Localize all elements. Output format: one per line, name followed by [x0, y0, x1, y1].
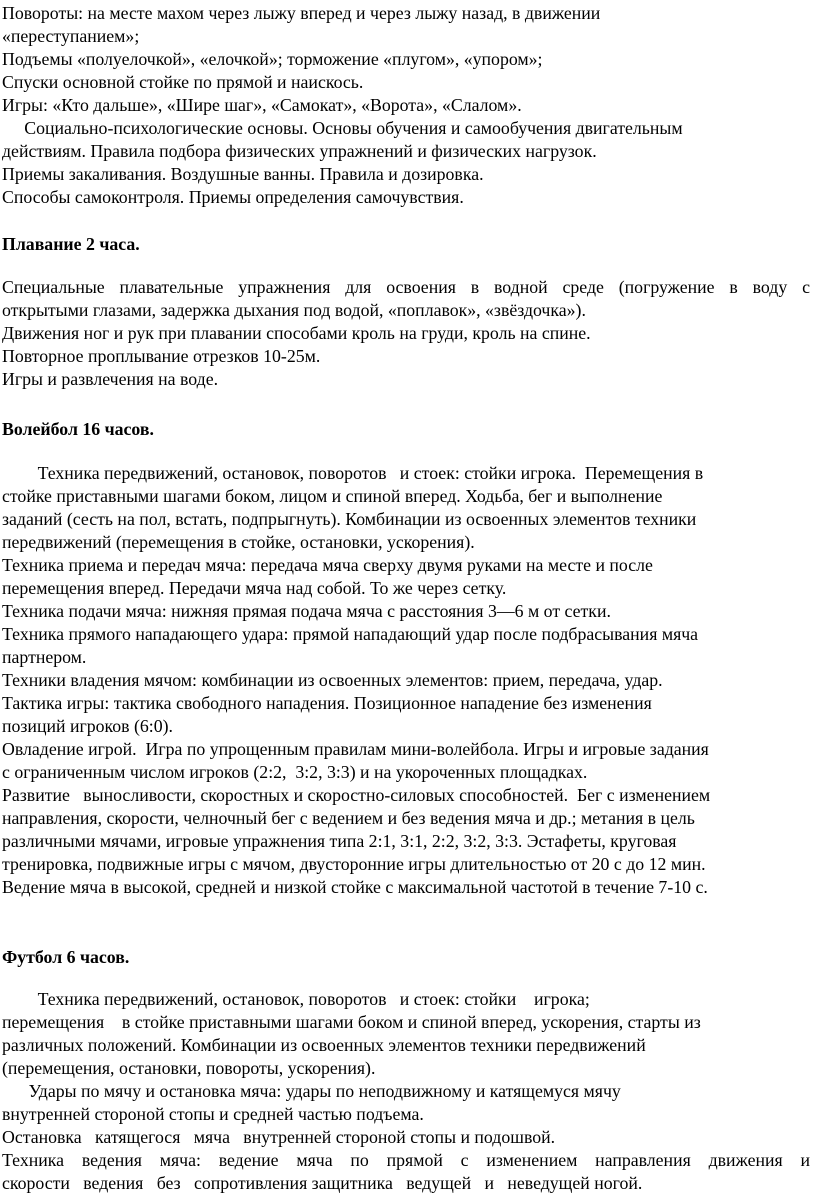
text-line: Игры и развлечения на воде.	[2, 369, 219, 389]
text-line: внутренней стороной стопы и средней частью подъема.	[2, 1104, 424, 1124]
text-line: передвижений (перемещения в стойке, остановки, ускорения).	[2, 532, 475, 552]
text-line: Приемы закаливания. Воздушные ванны. Правила и дозировка.	[2, 164, 484, 184]
text-line: Техника подачи мяча: нижняя прямая подача мяча с расстояния 3—6 м от сетки.	[2, 601, 611, 621]
text-line: Игры: «Кто дальше», «Шире шаг», «Самокат», «Ворота», «Слалом».	[2, 95, 522, 115]
text-line: открытыми глазами, задержка дыхания под водой, «поплавок», «звёздочка»).	[2, 300, 586, 320]
text-line: перемещения вперед. Передачи мяча над собой. То же через сетку.	[2, 578, 507, 598]
text-line: партнером.	[2, 647, 87, 667]
text-line: Техники владения мячом: комбинации из освоенных элементов: прием, передача, удар.	[2, 670, 663, 690]
text-line: направления, скорости, челночный бег с ведением и без ведения мяча и др.; метания в цель	[2, 808, 695, 828]
text-line: Овладение игрой. Игра по упрощенным правилам мини-волейбола. Игры и игровые задания	[2, 739, 709, 759]
text-line: Ведение мяча в высокой, средней и низкой стойке с максимальной частотой в течение 7-10 с.	[2, 877, 708, 897]
text-line: скорости ведения без сопротивления защитника ведущей и неведущей ногой.	[2, 1173, 643, 1193]
text-line: стойке приставными шагами боком, лицом и спиной вперед. Ходьба, бег и выполнение	[2, 486, 663, 506]
text-line: Развитие выносливости, скоростных и скоростно-силовых способностей. Бег с изменением	[2, 785, 711, 805]
text-line: Тактика игры: тактика свободного нападения. Позиционное нападение без изменения	[2, 693, 652, 713]
text-line: Способы самоконтроля. Приемы определения самочувствия.	[2, 187, 469, 207]
text-line: действиям. Правила подбора физических упражнений и физических нагрузок.	[2, 141, 597, 161]
text-line: Техника передвижений, остановок, поворотов и стоек: стойки игрока;	[2, 989, 590, 1009]
text-line: Специальные плавательные упражнения для освоения в водной среде (погружение в воду с	[2, 277, 810, 297]
text-line: (перемещения, остановки, повороты, ускорения).	[2, 1058, 376, 1078]
text-line: Техника передвижений, остановок, поворотов и стоек: стойки игрока. Перемещения в	[2, 463, 704, 483]
text-line: Техника ведения мяча: ведение мяча по прямой с изменением направления движения и	[2, 1150, 810, 1170]
section-heading-volleyball: Волейбол 16 часов.	[2, 419, 154, 439]
text-line: различными мячами, игровые упражнения типа 2:1, 3:1, 2:2, 3:2, 3:3. Эстафеты, круговая	[2, 831, 677, 851]
text-line: тренировка, подвижные игры с мячом, двусторонние игры длительностью от 20 с до 12 мин.	[2, 854, 706, 874]
text-line: Спуски основной стойке по прямой и наискось.	[2, 72, 364, 92]
text-line: «переступанием»;	[2, 26, 140, 46]
text-line: перемещения в стойке приставными шагами боком и спиной вперед, ускорения, старты из	[2, 1012, 701, 1032]
text-line: Остановка катящегося мяча внутренней стороной стопы и подошвой.	[2, 1127, 556, 1147]
text-line: Техника прямого нападающего удара: прямой нападающий удар после подбрасывания мяча	[2, 624, 699, 644]
text-line: Социально-психологические основы. Основы обучения и самообучения двигательным	[2, 118, 683, 138]
text-line: Удары по мячу и остановка мяча: удары по неподвижному и катящемуся мячу	[2, 1081, 621, 1101]
section-heading-swimming: Плавание 2 часа.	[2, 234, 140, 254]
text-line: позиций игроков (6:0).	[2, 716, 174, 736]
section-heading-football: Футбол 6 часов.	[2, 947, 130, 967]
text-line: Повороты: на месте махом через лыжу вперед и через лыжу назад, в движении	[2, 3, 601, 23]
text-line: Движения ног и рук при плавании способами кроль на груди, кроль на спине.	[2, 323, 591, 343]
text-line: различных положений. Комбинации из освоенных элементов техники передвижений	[2, 1035, 646, 1055]
text-line: Повторное проплывание отрезков 10-25м.	[2, 346, 321, 366]
text-line: с ограниченным числом игроков (2:2, 3:2, 3:3) и на укороченных площадках.	[2, 762, 588, 782]
text-line: Техника приема и передач мяча: передача мяча сверху двумя руками на месте и после	[2, 555, 653, 575]
text-line: заданий (сесть на пол, встать, подпрыгнуть). Комбинации из освоенных элементов техники	[2, 509, 697, 529]
text-line: Подъемы «полуелочкой», «елочкой»; торможение «плугом», «упором»;	[2, 49, 543, 69]
